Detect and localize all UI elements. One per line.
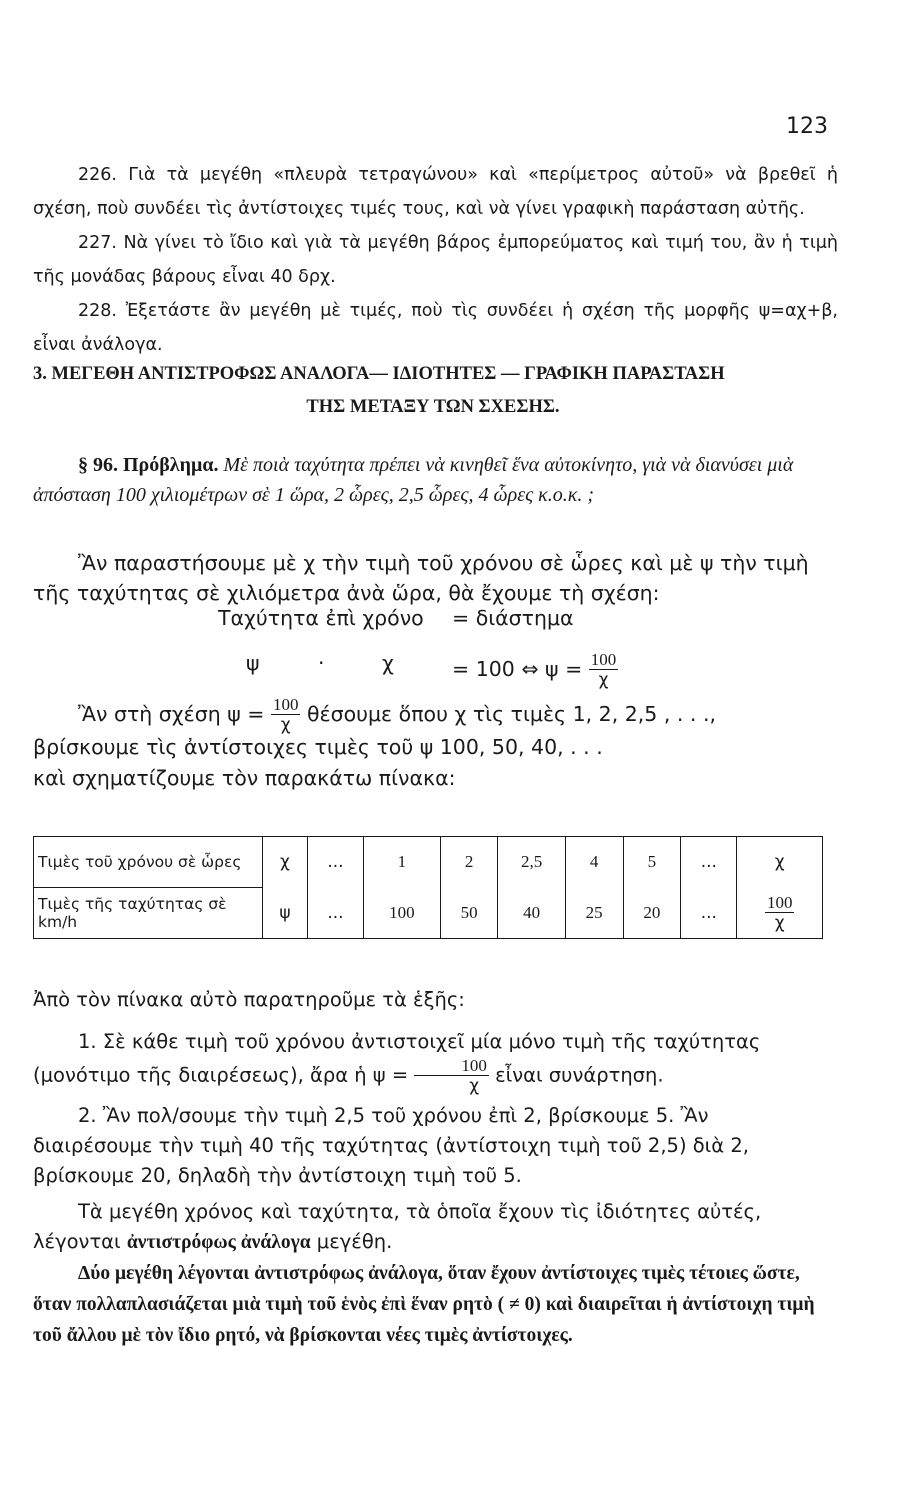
- substitution-pre: Ἂν στὴ σχέση ψ =: [78, 702, 265, 726]
- exercise-227: 227. Νὰ γίνει τὸ ἴδιο καὶ γιὰ τὰ μεγέθη βάρος ἐμπορεύματος καὶ τιμή του, ἂν ἡ τιμὴ τῆς μονάδας βάρους εἶναι 40 δρχ.: [33, 233, 838, 287]
- exercise-226: 226. Γιὰ τὰ μεγέθη «πλευρὰ τετραγώνου» καὶ «περίμετρος αὐτοῦ» νὰ βρεθεῖ ἡ σχέση, ποὺ συνδέει τὶς ἀντίστοιχες τιμές τους, καὶ νὰ γίνει γραφικὴ παράσταση αὐτῆς.: [33, 165, 838, 219]
- table-row-label-speed: Τιμὲς τῆς ταχύτητας σὲ km/h: [34, 888, 263, 939]
- table-cell: ψ: [263, 888, 308, 939]
- observation-1-post: εἶναι συνάρτηση.: [495, 1063, 664, 1087]
- formula-dot: ·: [318, 651, 325, 675]
- substitution-fraction: [271, 696, 301, 734]
- formula-line1-right: = διάστημα: [452, 606, 574, 630]
- problem-statement: [33, 450, 833, 510]
- section-heading-line1: 3. ΜΕΓΕΘΗ ΑΝΤΙΣΤΡΟΦΩΣ ΑΝΑΛΟΓΑ— ΙΔΙΟΤΗΤΕΣ — ΓΡΑΦΙΚΗ ΠΑΡΑΣΤΑΣΗ: [33, 364, 725, 384]
- definition: [33, 1258, 833, 1351]
- observation-3-term: ἀντιστρόφως ἀνάλογα: [126, 1232, 311, 1253]
- table-cell: ...: [681, 837, 737, 888]
- observation-1: [33, 1027, 833, 1095]
- substitution-line: [78, 696, 716, 734]
- section-heading: [33, 358, 833, 424]
- table-cell: χ: [737, 837, 823, 888]
- page-number: 123: [786, 114, 828, 139]
- table-cell: 5: [623, 837, 681, 888]
- table-cell: 2,5: [498, 837, 565, 888]
- find-line: βρίσκουμε τὶς ἀντίστοιχες τιμὲς τοῦ ψ 100, 50, 40, . . .: [33, 735, 603, 759]
- table-fraction-num: 100: [766, 892, 793, 912]
- table-cell: χ: [263, 837, 308, 888]
- intro-paragraph: [33, 548, 833, 608]
- table-cell-fraction: [737, 888, 823, 939]
- substitution-num: 100: [272, 695, 299, 714]
- table-cell: ...: [307, 837, 363, 888]
- table-cell: 20: [623, 888, 681, 939]
- values-table: [33, 836, 823, 939]
- observation-2: 2. Ἂν πολ/σουμε τὴν τιμὴ 2,5 τοῦ χρόνου ἐπὶ 2, βρίσκουμε 5. Ἂν διαιρέσουμε τὴν τιμὴ 40 τῆς ταχύτητας (ἀντίστοιχη τιμὴ τοῦ 2,5) διὰ 2, βρίσκουμε 20, δηλαδὴ τὴν ἀντίστοιχη τιμὴ τοῦ 5.: [33, 1104, 749, 1187]
- formula-equation: [452, 651, 618, 689]
- formula-fraction-den: χ: [598, 670, 609, 690]
- substitution-den: χ: [280, 715, 291, 735]
- observation-1-num: 100: [414, 1057, 489, 1076]
- substitution-post: θέσουμε ὅπου χ τὶς τιμὲς 1, 2, 2,5 , . . .,: [307, 702, 716, 726]
- intro-text: Ἂν παραστήσουμε μὲ χ τὴν τιμὴ τοῦ χρόνου σὲ ὧρες καὶ μὲ ψ τὴν τιμὴ τῆς ταχύτητας σὲ χιλιόμετρα ἀνὰ ὥρα, θὰ ἔχουμε τὴ σχέση:: [33, 551, 809, 605]
- table-cell: 2: [440, 837, 498, 888]
- definition-text: Δύο μεγέθη λέγονται ἀντιστρόφως ἀνάλογα, ὅταν ἔχουν ἀντίστοιχες τιμὲς τέτοιες ὥστε, ὅταν πολλαπλασιάζεται μιὰ τιμὴ τοῦ ἑνὸς ἐπὶ ἕναν ρητὸ ( ≠ 0) καὶ διαιρεῖται ἡ ἀντίστοιχη τιμὴ τοῦ ἄλλου μὲ τὸν ἴδιο ρητό, νὰ βρίσκονται νέες τιμὲς ἀντίστοιχες.: [33, 1263, 815, 1346]
- formula-chi: χ: [382, 651, 394, 675]
- table-fraction: [765, 894, 795, 932]
- table-fraction-den: χ: [774, 912, 785, 933]
- observation-3-post: μεγέθη.: [316, 1230, 393, 1253]
- table-cell: 25: [565, 888, 623, 939]
- observe-intro: Ἀπὸ τὸν πίνακα αὐτὸ παρατηροῦμε τὰ ἑξῆς:: [33, 988, 465, 1011]
- observation-1-den: χ: [469, 1076, 480, 1096]
- table-cell: 1: [364, 837, 441, 888]
- formula-eq-text: = 100 ⇔ ψ =: [452, 657, 583, 681]
- table-cell: 40: [498, 888, 565, 939]
- formula-fraction-num: 100: [590, 650, 617, 669]
- observation-1-pre: 1. Σὲ κάθε τιμὴ τοῦ χρόνου ἀντιστοιχεῖ μία μόνο τιμὴ τῆς ταχύτητας (μονότιμο τῆς διαιρέσεως), ἄρα ἡ ψ =: [33, 1030, 761, 1087]
- formula-fraction: [589, 651, 619, 689]
- observation-1-fraction: [414, 1057, 489, 1095]
- observations: [33, 985, 833, 1258]
- formula-psi: ψ: [246, 651, 260, 675]
- table-cell: 50: [440, 888, 498, 939]
- table-row-label-time: Τιμὲς τοῦ χρόνου σὲ ὧρες: [34, 837, 263, 888]
- exercise-228: 228. Ἐξετάστε ἂν μεγέθη μὲ τιμές, ποὺ τὶς συνδέει ἡ σχέση τῆς μορφῆς ψ=αχ+β, εἶναι ἀνάλογα.: [33, 301, 838, 355]
- table-cell: 100: [364, 888, 441, 939]
- table-cell: ...: [681, 888, 737, 939]
- problem-text: Μὲ ποιὰ ταχύτητα πρέπει νὰ κινηθεῖ ἕνα αὐτοκίνητο, γιὰ νὰ διανύσει μιὰ ἀπόσταση 100 χιλιομέτρων σὲ 1 ὥρα, 2 ὧρες, 2,5 ὧρες, 4 ὧρες κ.ο.κ. ;: [33, 454, 794, 506]
- table-row-speed: [34, 888, 823, 939]
- problem-label: § 96. Πρόβλημα.: [78, 454, 219, 476]
- table-cell: 4: [565, 837, 623, 888]
- table-cell: ...: [307, 888, 363, 939]
- section-heading-line2: ΤΗΣ ΜΕΤΑΞΥ ΤΩΝ ΣΧΕΣΗΣ.: [306, 397, 560, 417]
- observation-3: [33, 1197, 833, 1258]
- exercise-list: [33, 158, 838, 362]
- formula-line1-left: Ταχύτητα ἐπὶ χρόνο: [218, 606, 424, 630]
- table-row-time: [34, 837, 823, 888]
- form-table-line: καὶ σχηματίζουμε τὸν παρακάτω πίνακα:: [33, 766, 456, 790]
- observation-3-pre: Τὰ μεγέθη χρόνος καὶ ταχύτητα, τὰ ὁποῖα ἔχουν τὶς ἰδιότητες αὐτές, λέγονται: [33, 1200, 762, 1253]
